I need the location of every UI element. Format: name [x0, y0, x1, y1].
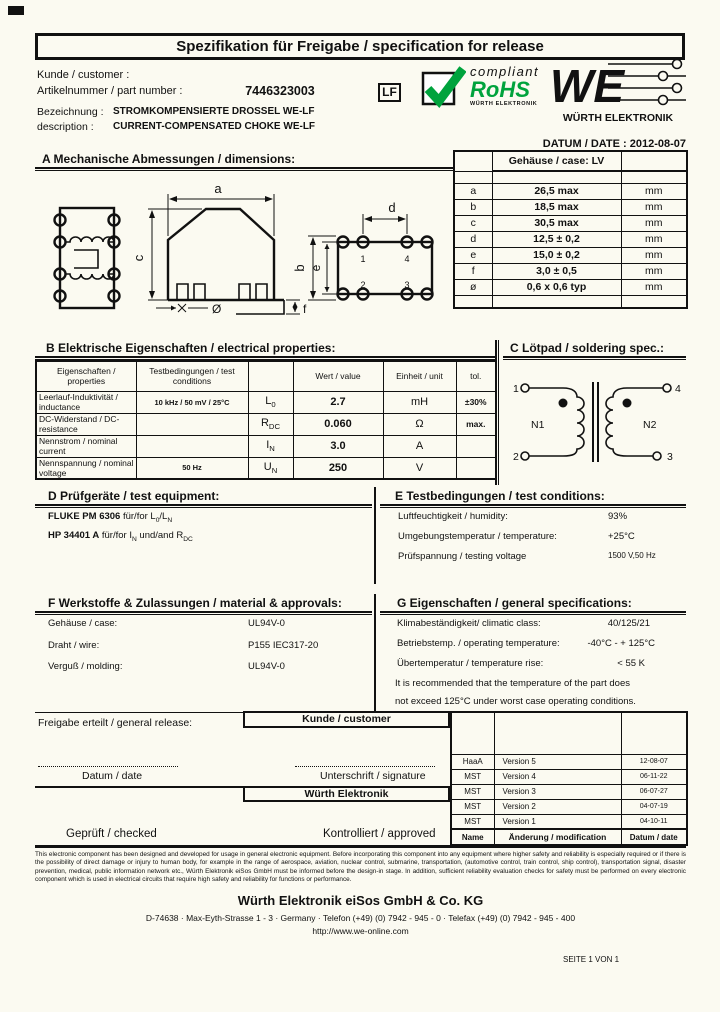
scan-corner-mark [8, 6, 24, 15]
molding-material-value: UL94V-0 [248, 661, 285, 672]
version-col-modification: Änderung / modification [494, 829, 621, 845]
col-properties: Eigenschaften / properties [36, 361, 136, 391]
mech-row-b [454, 199, 687, 215]
prop-unit: Ω [383, 413, 456, 435]
rohs-compliant-text: compliant [470, 64, 540, 79]
section-g-title: G Eigenschaften / general specifications: [397, 596, 632, 610]
section-g-rule [380, 611, 686, 615]
dimension-drawing [36, 178, 448, 330]
pin-2-label: 2 [360, 280, 366, 290]
polarity-dot-n2 [623, 399, 632, 408]
version-date: 12-08-07 [621, 754, 687, 769]
dim-unit: mm [621, 247, 687, 263]
testing-voltage-value: 1500 V,50 Hz [608, 551, 656, 560]
humidity-value: 93% [608, 511, 628, 522]
section-de-divider [374, 487, 376, 584]
dim-name: c [454, 215, 492, 231]
version-date: 06-11-22 [621, 769, 687, 784]
dim-name: a [454, 183, 492, 199]
version-row-5 [451, 754, 687, 769]
version-name: HaaA [451, 754, 494, 769]
mech-row-c [454, 215, 687, 231]
humidity-label: Luftfeuchtigkeit / humidity: [398, 511, 508, 522]
rohs-logo [420, 64, 550, 112]
mech-row-e [454, 247, 687, 263]
col-symbol [248, 361, 293, 391]
wire-material-value: P155 IEC317-20 [248, 640, 319, 651]
version-modification: Version 4 [494, 769, 621, 784]
version-name: MST [451, 784, 494, 799]
prop-conditions [136, 413, 248, 435]
recommendation-note-2: not exceed 125°C under worst case operating conditions. [395, 696, 636, 707]
equipment-sub: DC [183, 535, 193, 543]
pin-4-label: 4 [404, 254, 410, 264]
section-a-title: A Mechanische Abmessungen / dimensions: [42, 152, 296, 166]
section-e-title: E Testbedingungen / test conditions: [395, 489, 605, 503]
climatic-class-value: 40/125/21 [607, 618, 650, 629]
dim-a-label: a [214, 181, 222, 196]
version-modification: Version 2 [494, 799, 621, 814]
prop-value: 3.0 [293, 435, 383, 457]
section-d-rule [35, 504, 372, 508]
mech-spacer-row [454, 171, 687, 183]
prop-tol: ±30% [456, 391, 496, 413]
front-view-figure [131, 181, 307, 316]
dim-unit: mm [621, 263, 687, 279]
description-value: CURRENT-COMPENSATED CHOKE WE-LF [113, 121, 316, 132]
date-line-label: Datum / date [82, 770, 143, 782]
dim-unit: mm [621, 215, 687, 231]
dim-value: 26,5 max [492, 183, 621, 199]
elec-header-row [36, 361, 496, 391]
dim-f-label: f [303, 302, 307, 316]
prop-name: DC-Widerstand / DC-resistance [36, 413, 136, 435]
prop-symbol: U [263, 460, 272, 473]
prop-conditions [136, 435, 248, 457]
top-view-figure [55, 208, 120, 308]
mech-header-row [454, 151, 687, 171]
prop-tol [456, 435, 496, 457]
version-row-4 [451, 769, 687, 784]
equipment-line-1 [48, 511, 172, 524]
footer-address: D-74638 · Max-Eyth-Strasse 1 - 3 · Germany · Telefon (+49) (0) 7942 - 945 - 0 · Telefax (+49) (0) 7942 - 945 - 400 [145, 913, 576, 923]
date-signature-line [38, 766, 178, 767]
equipment-text: /L [159, 511, 168, 522]
schematic-pin-3: 3 [667, 451, 673, 463]
prop-symbol-sub: N [269, 444, 275, 454]
version-spacer-row [451, 712, 687, 754]
equipment-text: für/for I [99, 530, 132, 541]
temp-rise-value: < 55 K [617, 658, 645, 669]
dim-unit: mm [621, 231, 687, 247]
dim-value: 0,6 x 0,6 typ [492, 279, 621, 295]
col-tol: tol. [456, 361, 496, 391]
footer-company: Würth Elektronik eiSos GmbH & Co. KG [237, 893, 484, 908]
section-bc-divider [495, 340, 499, 485]
version-name: MST [451, 769, 494, 784]
winding-n2-label: N2 [643, 419, 657, 431]
dim-c-label: c [131, 254, 146, 262]
version-modification: Version 1 [494, 814, 621, 829]
prop-unit: mH [383, 391, 456, 413]
winding-n1-label: N1 [531, 419, 545, 431]
prop-tol: max. [456, 413, 496, 435]
dim-b-label: b [292, 264, 307, 272]
signature-line [295, 766, 435, 767]
winding-schematic [505, 366, 687, 478]
dim-unit: mm [621, 199, 687, 215]
elec-row-voltage [36, 457, 496, 479]
prop-tol [456, 457, 496, 479]
designation-label: Bezeichnung : [37, 106, 104, 118]
section-d-title: D Prüfgeräte / test equipment: [48, 489, 220, 503]
mech-row-dia [454, 279, 687, 295]
we-signoff-header: Würth Elektronik [243, 786, 450, 802]
dim-value: 18,5 max [492, 199, 621, 215]
part-number-value: 7446323003 [245, 84, 315, 98]
case-header: Gehäuse / case: LV [492, 151, 621, 171]
version-date: 04-07-19 [621, 799, 687, 814]
prop-symbol: L [265, 394, 272, 407]
section-c-rule [503, 356, 686, 360]
dim-value: 15,0 ± 0,2 [492, 247, 621, 263]
equipment-device: HP 34401 A [48, 530, 100, 541]
version-history-table [450, 711, 688, 846]
customer-signoff-header: Kunde / customer [243, 711, 450, 728]
dim-e-label: e [309, 264, 323, 272]
col-value: Wert / value [293, 361, 383, 391]
we-logo-icon [550, 56, 686, 110]
version-name: MST [451, 814, 494, 829]
dim-name: d [454, 231, 492, 247]
prop-symbol: I [266, 438, 270, 451]
description-label: description : [37, 121, 94, 133]
recommendation-note-1: It is recommended that the temperature of the part does [395, 678, 630, 689]
dim-name: ø [454, 279, 492, 295]
equipment-sub: 0 [155, 516, 160, 524]
temp-rise-label: Übertemperatur / temperature rise: [397, 658, 544, 669]
molding-material-label: Verguß / molding: [48, 661, 123, 672]
equipment-text: für/for L [120, 511, 156, 522]
col-conditions: Testbedingungen / test conditions [136, 361, 248, 391]
section-e-rule [380, 504, 686, 508]
document-date: DATUM / DATE : 2012-08-07 [542, 138, 686, 150]
wire-material-label: Draht / wire: [48, 640, 100, 651]
equipment-sub: N [131, 535, 137, 543]
version-header-row [451, 829, 687, 845]
equipment-device: FLUKE PM 6306 [48, 511, 121, 522]
prop-symbol-sub: 0 [271, 400, 276, 410]
dim-value: 30,5 max [492, 215, 621, 231]
rohs-name-text: RoHS [470, 77, 530, 102]
version-modification: Version 5 [494, 754, 621, 769]
we-monogram: WE [550, 60, 625, 110]
equipment-text: und/and R [136, 530, 184, 541]
approved-label: Kontrolliert / approved [323, 828, 436, 840]
section-f-rule [35, 611, 372, 615]
prop-name: Leerlauf-Induktivität / inductance [36, 391, 136, 413]
prop-symbol-sub: N [271, 465, 278, 475]
version-row-2 [451, 799, 687, 814]
dim-name: e [454, 247, 492, 263]
footer-url: http://www.we-online.com [312, 926, 409, 936]
version-col-date: Datum / date [621, 829, 687, 845]
mech-row-a [454, 183, 687, 199]
rohs-check-icon [420, 64, 466, 110]
operating-temp-value: -40°C - + 125°C [587, 638, 655, 649]
dim-unit: mm [621, 279, 687, 295]
schematic-pin-4: 4 [675, 383, 681, 395]
page-number: SEITE 1 VON 1 [563, 955, 620, 964]
version-date: 04-10-11 [621, 814, 687, 829]
temperature-value: +25°C [608, 531, 635, 542]
version-row-1 [451, 814, 687, 829]
elec-row-resistance [36, 413, 496, 435]
mechanical-dimensions-table [453, 150, 688, 309]
version-modification: Version 3 [494, 784, 621, 799]
prop-unit: A [383, 435, 456, 457]
prop-value: 250 [293, 457, 383, 479]
dim-name: b [454, 199, 492, 215]
signature-line-label: Unterschrift / signature [320, 770, 426, 782]
general-release-label: Freigabe erteilt / general release: [38, 717, 193, 729]
case-material-label: Gehäuse / case: [48, 618, 118, 629]
document-title-text: Spezifikation für Freigabe / specification for release [176, 38, 544, 55]
elec-row-inductance [36, 391, 496, 413]
col-unit: Einheit / unit [383, 361, 456, 391]
version-row-3 [451, 784, 687, 799]
schematic-pin-1: 1 [513, 383, 519, 395]
version-date: 06-07-27 [621, 784, 687, 799]
customer-label: Kunde / customer : [37, 69, 130, 81]
prop-name: Nennstrom / nominal current [36, 435, 136, 457]
section-f-title: F Werkstoffe & Zulassungen / material & approvals: [48, 596, 342, 610]
prop-symbol: R [260, 416, 269, 429]
dim-d-label: d [388, 200, 396, 215]
dim-name: f [454, 263, 492, 279]
prop-conditions: 50 Hz [136, 457, 248, 479]
prop-conditions: 10 kHz / 50 mV / 25°C [136, 391, 248, 413]
prop-unit: V [383, 457, 456, 479]
part-number-label: Artikelnummer / part number : [37, 85, 183, 97]
dim-value: 12,5 ± 0,2 [492, 231, 621, 247]
we-brand-text: WÜRTH ELEKTRONIK [562, 112, 674, 124]
legal-disclaimer: This electronic component has been designed and developed for usage in general electronic equipment. Before incorporating this component into any equipment where higher safety and reliability is especially required or if there is the possibility of direct damage or injury to human body, for example in the range of aerospace, aviation, nuclear control, submarine, transportation, (automotive control, train control, ship control), transportation signal, disaster prevention, medical, public information network etc., Würth Elektronik eiSos GmbH must be informed before the design-in stage. In addition, sufficient reliability evaluation checks for safety must be performed on every electronic component which is used in electrical circuits that require high safety and reliability for functions or performance. [35, 851, 686, 883]
elec-row-current [36, 435, 496, 457]
climatic-class-label: Klimabeständigkeit/ climatic class: [397, 618, 541, 629]
pin-1-label: 1 [360, 254, 366, 264]
checked-label: Geprüft / checked [66, 828, 157, 840]
operating-temp-label: Betriebstemp. / operating temperature: [397, 638, 560, 649]
equipment-line-2 [48, 530, 193, 543]
electrical-properties-table [35, 360, 497, 480]
temperature-label: Umgebungstemperatur / temperature: [398, 531, 557, 542]
lf-badge: LF [378, 83, 401, 102]
section-fg-divider [374, 594, 376, 712]
mech-row-d [454, 231, 687, 247]
prop-symbol-sub: DC [268, 422, 281, 432]
dim-dia-label: Ø [212, 302, 222, 316]
pin-3-label: 3 [404, 280, 410, 290]
prop-name: Nennspannung / nominal voltage [36, 457, 136, 479]
polarity-dot-n1 [559, 399, 568, 408]
rohs-brand-text: WÜRTH ELEKTRONIK [470, 101, 538, 107]
equipment-sub: N [167, 516, 173, 524]
mech-row-f [454, 263, 687, 279]
section-b-title: B Elektrische Eigenschaften / electrical properties: [46, 341, 336, 355]
version-col-name: Name [451, 829, 494, 845]
testing-voltage-label: Prüfspannung / testing voltage [398, 551, 527, 562]
dim-unit: mm [621, 183, 687, 199]
prop-value: 2.7 [293, 391, 383, 413]
section-a-rule [35, 167, 453, 171]
version-name: MST [451, 799, 494, 814]
mech-spacer-row [454, 295, 687, 308]
prop-value: 0.060 [293, 413, 383, 435]
dim-value: 3,0 ± 0,5 [492, 263, 621, 279]
we-logo [550, 56, 686, 110]
schematic-pin-2: 2 [513, 451, 519, 463]
section-c-title: C Lötpad / soldering spec.: [510, 341, 665, 355]
side-view-figure [292, 200, 433, 300]
case-material-value: UL94V-0 [248, 618, 285, 629]
designation-value: STROMKOMPENSIERTE DROSSEL WE-LF [113, 106, 315, 117]
